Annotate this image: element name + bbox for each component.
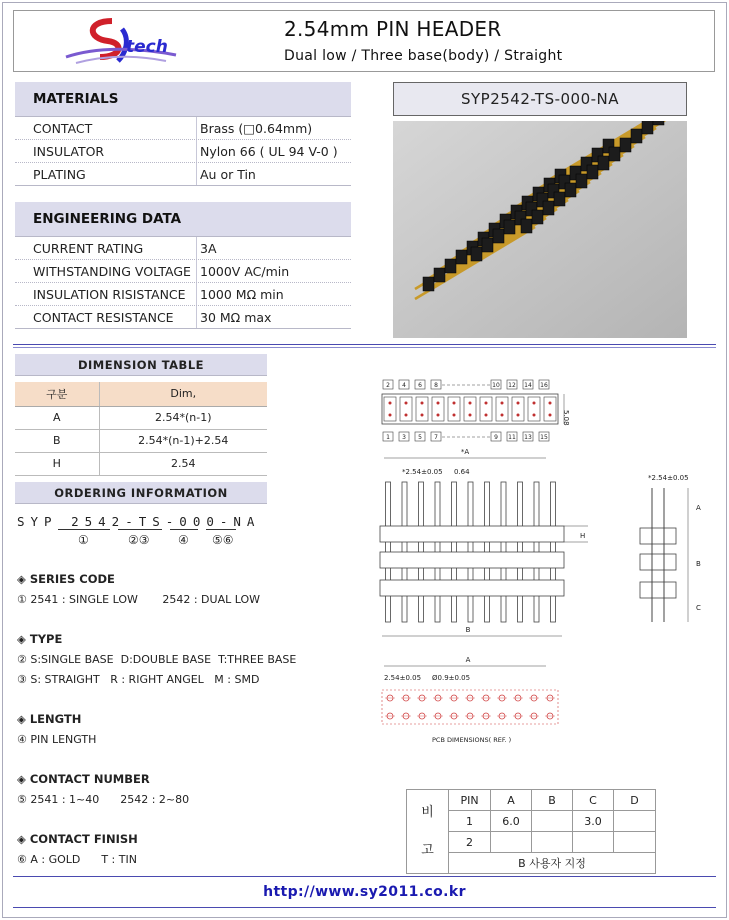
- body-mark: [445, 259, 456, 273]
- header: [13, 10, 715, 72]
- table-cell: [532, 832, 573, 853]
- pin-number: 5: [418, 434, 422, 441]
- pin-number: 13: [524, 434, 532, 441]
- row-value: Brass (□0.64mm): [200, 121, 313, 136]
- page-title: 2.54mm PIN HEADER: [284, 17, 502, 41]
- cell-mark: [496, 397, 508, 421]
- body-mark: [587, 165, 598, 179]
- underline: [170, 529, 198, 530]
- table-row: [15, 306, 351, 329]
- dim-h-label: H: [580, 532, 586, 540]
- body-mark: [642, 121, 653, 134]
- product-photo: [393, 121, 687, 338]
- table-row: [15, 163, 351, 186]
- underline: [58, 529, 110, 530]
- row-label: CURRENT RATING: [15, 237, 197, 259]
- table-row: [15, 452, 267, 475]
- pin-dot: [405, 414, 408, 417]
- row-value: 3A: [200, 241, 217, 256]
- footer-divider: [13, 907, 716, 908]
- table-row: [15, 140, 351, 163]
- engineering-heading: ENGINEERING DATA: [15, 202, 351, 237]
- pin-number: 2: [386, 382, 390, 389]
- table-cell: [614, 811, 656, 832]
- technical-drawing: [370, 370, 715, 748]
- remark-label: 고: [421, 842, 434, 858]
- pin-number: 1: [386, 434, 390, 441]
- side-dim-a-label: A: [696, 504, 701, 512]
- materials-heading: MATERIALS: [15, 82, 351, 117]
- pin-dot: [549, 414, 552, 417]
- dim-key: H: [15, 452, 99, 475]
- dim-value: 2.54*(n-1)+2.54: [99, 429, 267, 452]
- table-row: [15, 429, 267, 452]
- side-dim-b-label: B: [696, 560, 701, 568]
- table-row: [15, 237, 351, 260]
- body-mark: [631, 129, 642, 143]
- column-header: D: [614, 790, 656, 811]
- pin-dot: [421, 402, 424, 405]
- cell-mark: [512, 397, 524, 421]
- body-mark: [456, 250, 467, 264]
- pin-number: 6: [418, 382, 422, 389]
- pin-number: 7: [434, 434, 438, 441]
- body-mark: [565, 183, 576, 197]
- body-mark: [471, 247, 482, 261]
- ordering-heading: ORDERING INFORMATION: [15, 482, 267, 504]
- table-cell: [573, 832, 614, 853]
- pin-dot: [453, 414, 456, 417]
- pin-number: 14: [524, 382, 532, 389]
- body-mark: [434, 268, 445, 282]
- pin-number: 15: [540, 434, 548, 441]
- dimension-table: [15, 382, 267, 476]
- series-code-heading: ◈ SERIES CODE: [17, 572, 115, 586]
- column-header: PIN: [449, 790, 491, 811]
- footer-url[interactable]: http://www.sy2011.co.kr: [263, 884, 466, 900]
- table-header-row: [407, 790, 656, 811]
- row-value: Nylon 66 ( UL 94 V-0 ): [200, 144, 338, 159]
- footer-divider: [13, 876, 716, 877]
- table-cell: [491, 832, 532, 853]
- remark-label-cell: [407, 790, 449, 874]
- dimension-table-heading: DIMENSION TABLE: [15, 354, 267, 376]
- pin-dot: [501, 414, 504, 417]
- row-label: INSULATOR: [15, 140, 197, 162]
- table-cell: [614, 832, 656, 853]
- pin-number: 9: [494, 434, 498, 441]
- underline: [206, 529, 236, 530]
- pin-dot: [437, 402, 440, 405]
- table-row: [15, 283, 351, 306]
- contact-number-heading: ◈ CONTACT NUMBER: [17, 772, 150, 786]
- engineering-table: [15, 202, 351, 329]
- cell-mark: [400, 397, 412, 421]
- dim-value: 2.54*(n-1): [99, 406, 267, 429]
- materials-table: [15, 82, 351, 186]
- pcb-hole-label: Ø0.9±0.05: [432, 674, 471, 682]
- type-line: ② S:SINGLE BASE D:DOUBLE BASE T:THREE BASE: [17, 653, 297, 666]
- pin-number: 10: [492, 382, 500, 389]
- length-line: ④ PIN LENGTH: [17, 733, 97, 746]
- dim-key: B: [15, 429, 99, 452]
- pin-dot: [405, 402, 408, 405]
- pin-dot: [549, 402, 552, 405]
- logo-text: tech: [126, 37, 168, 57]
- section-divider: [13, 344, 716, 345]
- row-value: 1000 MΩ min: [200, 287, 284, 302]
- row-label: INSULATION RISISTANCE: [15, 283, 197, 305]
- pin-number: 11: [508, 434, 516, 441]
- pcb-dim-254-label: 2.54±0.05: [384, 674, 422, 682]
- body-mark: [493, 229, 504, 243]
- pin-dot: [389, 414, 392, 417]
- pin-dot: [485, 414, 488, 417]
- contact-finish-heading: ◈ CONTACT FINISH: [17, 832, 138, 846]
- pin-dot: [437, 414, 440, 417]
- table-cell: 2: [449, 832, 491, 853]
- pin-dot: [517, 402, 520, 405]
- dim-b-label: B: [465, 626, 471, 634]
- row-label: PLATING: [15, 163, 197, 185]
- column-header: 구분: [15, 382, 99, 406]
- order-index: ④: [178, 533, 189, 547]
- remark-note: B 사용자 지정: [449, 853, 656, 874]
- side-dim-c-label: C: [696, 604, 701, 612]
- pin-number: 3: [402, 434, 406, 441]
- body-mark: [482, 238, 493, 252]
- pin-dot: [533, 414, 536, 417]
- table-cell: 6.0: [491, 811, 532, 832]
- order-index: ⑤⑥: [212, 533, 234, 547]
- row-value: 30 MΩ max: [200, 310, 272, 325]
- cell-mark: [416, 397, 428, 421]
- remark-label: 비: [421, 804, 434, 820]
- pin-number: 4: [402, 382, 406, 389]
- table-cell: 1: [449, 811, 491, 832]
- table-cell: 3.0: [573, 811, 614, 832]
- cell-mark: [480, 397, 492, 421]
- column-header: A: [491, 790, 532, 811]
- body-mark: [543, 201, 554, 215]
- pin-dot: [533, 402, 536, 405]
- dim-value: 2.54: [99, 452, 267, 475]
- dim-key: A: [15, 406, 99, 429]
- ordering-code: SYP 2542-TS-000-NA: [17, 514, 261, 529]
- table-row: [15, 117, 351, 140]
- contact-number-line: ⑤ 2541 : 1~40 2542 : 2~80: [17, 793, 190, 806]
- type-heading: ◈ TYPE: [17, 632, 63, 646]
- column-header: Dim,: [99, 382, 267, 406]
- body-mark: [423, 277, 434, 291]
- cell-mark: [448, 397, 460, 421]
- pin-number: 12: [508, 382, 516, 389]
- body-mark: [532, 210, 543, 224]
- table-row: [15, 260, 351, 283]
- pcb-dim-a-label: A: [465, 656, 471, 664]
- row-value: 1000V AC/min: [200, 264, 290, 279]
- pin-dot: [469, 402, 472, 405]
- section-divider: [13, 347, 716, 348]
- body-mark: [576, 174, 587, 188]
- cell-mark: [432, 397, 444, 421]
- body-mark: [609, 147, 620, 161]
- pin-dot: [421, 414, 424, 417]
- underline: [118, 529, 162, 530]
- series-code-line: ① 2541 : SINGLE LOW 2542 : DUAL LOW: [17, 593, 260, 606]
- dim-254-label: *2.54±0.05: [402, 468, 443, 476]
- body-mark: [554, 192, 565, 206]
- pin-dot: [453, 402, 456, 405]
- dim-a-label: *A: [460, 448, 470, 456]
- dim-508-label: 5.08: [562, 410, 570, 426]
- page-subtitle: Dual low / Three base(body) / Straight: [284, 48, 563, 64]
- cell-mark: [528, 397, 540, 421]
- pin-number: 8: [434, 382, 438, 389]
- pin-number: 16: [540, 382, 548, 389]
- table-row: [15, 406, 267, 429]
- body-mark: [598, 156, 609, 170]
- table-cell: [532, 811, 573, 832]
- pin-dot: [517, 414, 520, 417]
- cell-mark: [544, 397, 556, 421]
- row-label: CONTACT RESISTANCE: [15, 306, 197, 328]
- column-header: B: [532, 790, 573, 811]
- length-heading: ◈ LENGTH: [17, 712, 82, 726]
- row-label: WITHSTANDING VOLTAGE: [15, 260, 197, 282]
- cell-mark: [384, 397, 396, 421]
- part-number-box: SYP2542-TS-000-NA: [393, 82, 687, 116]
- row-value: Au or Tin: [200, 167, 256, 182]
- body-mark: [620, 138, 631, 152]
- pin-dot: [501, 402, 504, 405]
- type-line: ③ S: STRAIGHT R : RIGHT ANGEL M : SMD: [17, 673, 260, 686]
- dim-064-label: 0.64: [454, 468, 470, 476]
- column-header: C: [573, 790, 614, 811]
- pin-dot: [389, 402, 392, 405]
- body-mark: [521, 219, 532, 233]
- body-mark: [504, 220, 515, 234]
- pin-dot: [469, 414, 472, 417]
- body-mark: [653, 121, 664, 125]
- cell-mark: [464, 397, 476, 421]
- remark-table: [406, 789, 656, 874]
- contact-finish-line: ⑥ A : GOLD T : TIN: [17, 853, 137, 866]
- pcb-caption: PCB DIMENSIONS( REF. ): [432, 736, 512, 744]
- order-index: ①: [78, 533, 89, 547]
- row-label: CONTACT: [15, 117, 197, 139]
- pin-dot: [485, 402, 488, 405]
- side-dim-254-label: *2.54±0.05: [648, 474, 689, 482]
- table-header-row: [15, 382, 267, 406]
- order-index: ②③: [128, 533, 150, 547]
